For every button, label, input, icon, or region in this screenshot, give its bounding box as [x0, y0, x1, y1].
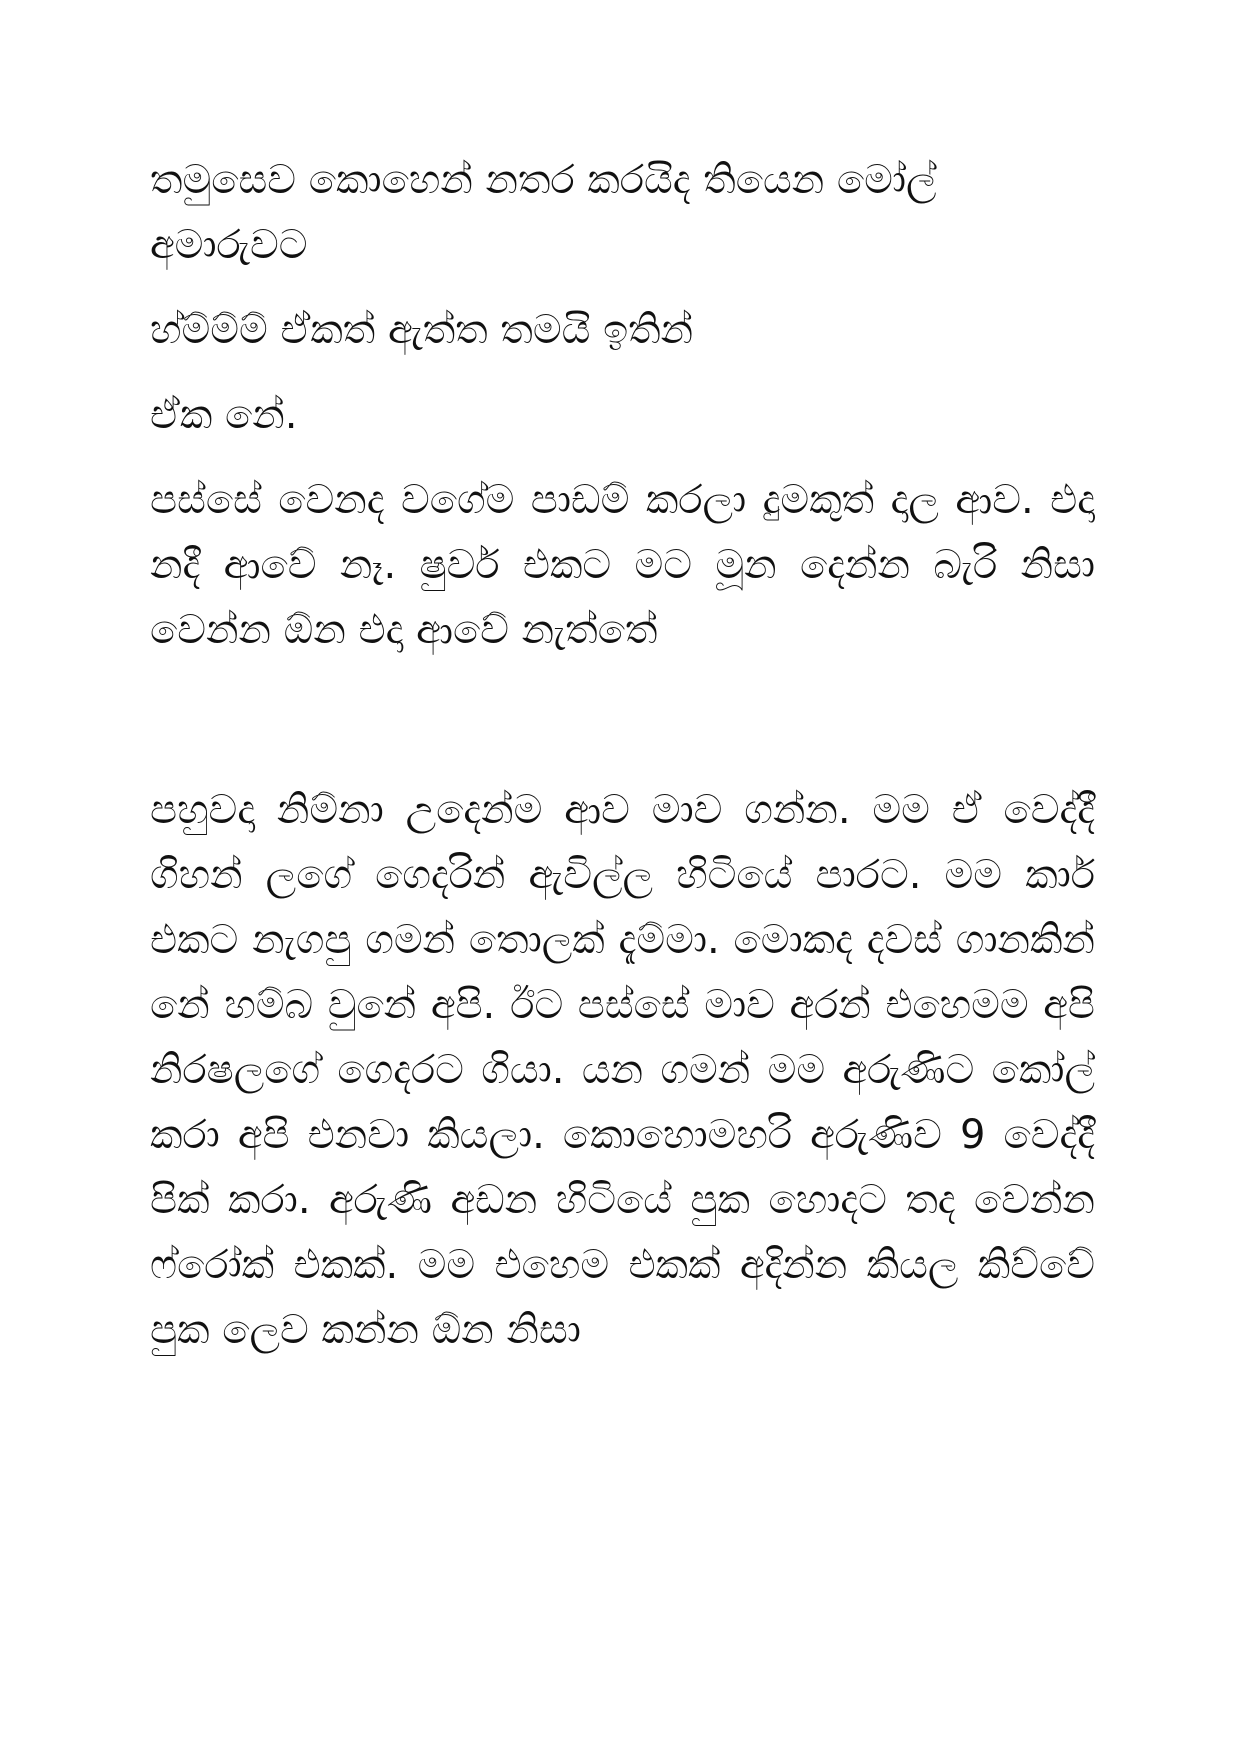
paragraph-3: ඒක නේ.: [150, 392, 298, 438]
paragraph-1: තමුසෙව කොහෙන් නතර කරයිද තියෙන මෝල් අමාරුවට: [150, 157, 937, 268]
paragraph-4: පස්සේ වෙනද වගේම පාඩම් කරලා දුමකුත් දාල ආව. එදා නදී ආවේ නෑ. ෂුවර් එකට මට මූන දෙන්න බැරි නිසා වෙන්න ඕන එදා ආවේ නැත්තේ: [150, 477, 1095, 653]
paragraph-gap: [150, 683, 1095, 778]
document-page: [150, 148, 1095, 1383]
paragraph-2: හ්ම්ම්ම් ඒකත් ඇත්ත තමයි ඉතින්: [150, 307, 694, 353]
paragraph-5: පහුවදා නිම්නා උදෙන්ම ආව මාව ගන්න. මම ඒ වෙද්දී ගිහන් ලගේ ගෙදරින් ඇවිල්ල හිටියේ පාරට. මම කාර් එකට නැගපු ගමන් තොලක් දැම්මා. මොකද දවස් ගානකින් නේ හම්බ වුනේ අපි. ඊට පස්සේ මාව අරන් එහෙමම අපි නිරෂලගේ ගෙදරට ගියා. යන ගමන් මම අරුණිට කෝල් කරා අපි එනවා කියලා. කොහොමහරි අරුණිව 9 වෙද්දී පික් කරා. අරුණි අඩන හිටියේ පුක හොදට තද වෙන්න ෆ්රෝක් එකක්. මම එහෙම එකක් අදින්න කියල කිව්වේ පුක ලෙව කන්න ඕන නිසා: [150, 787, 1095, 1353]
